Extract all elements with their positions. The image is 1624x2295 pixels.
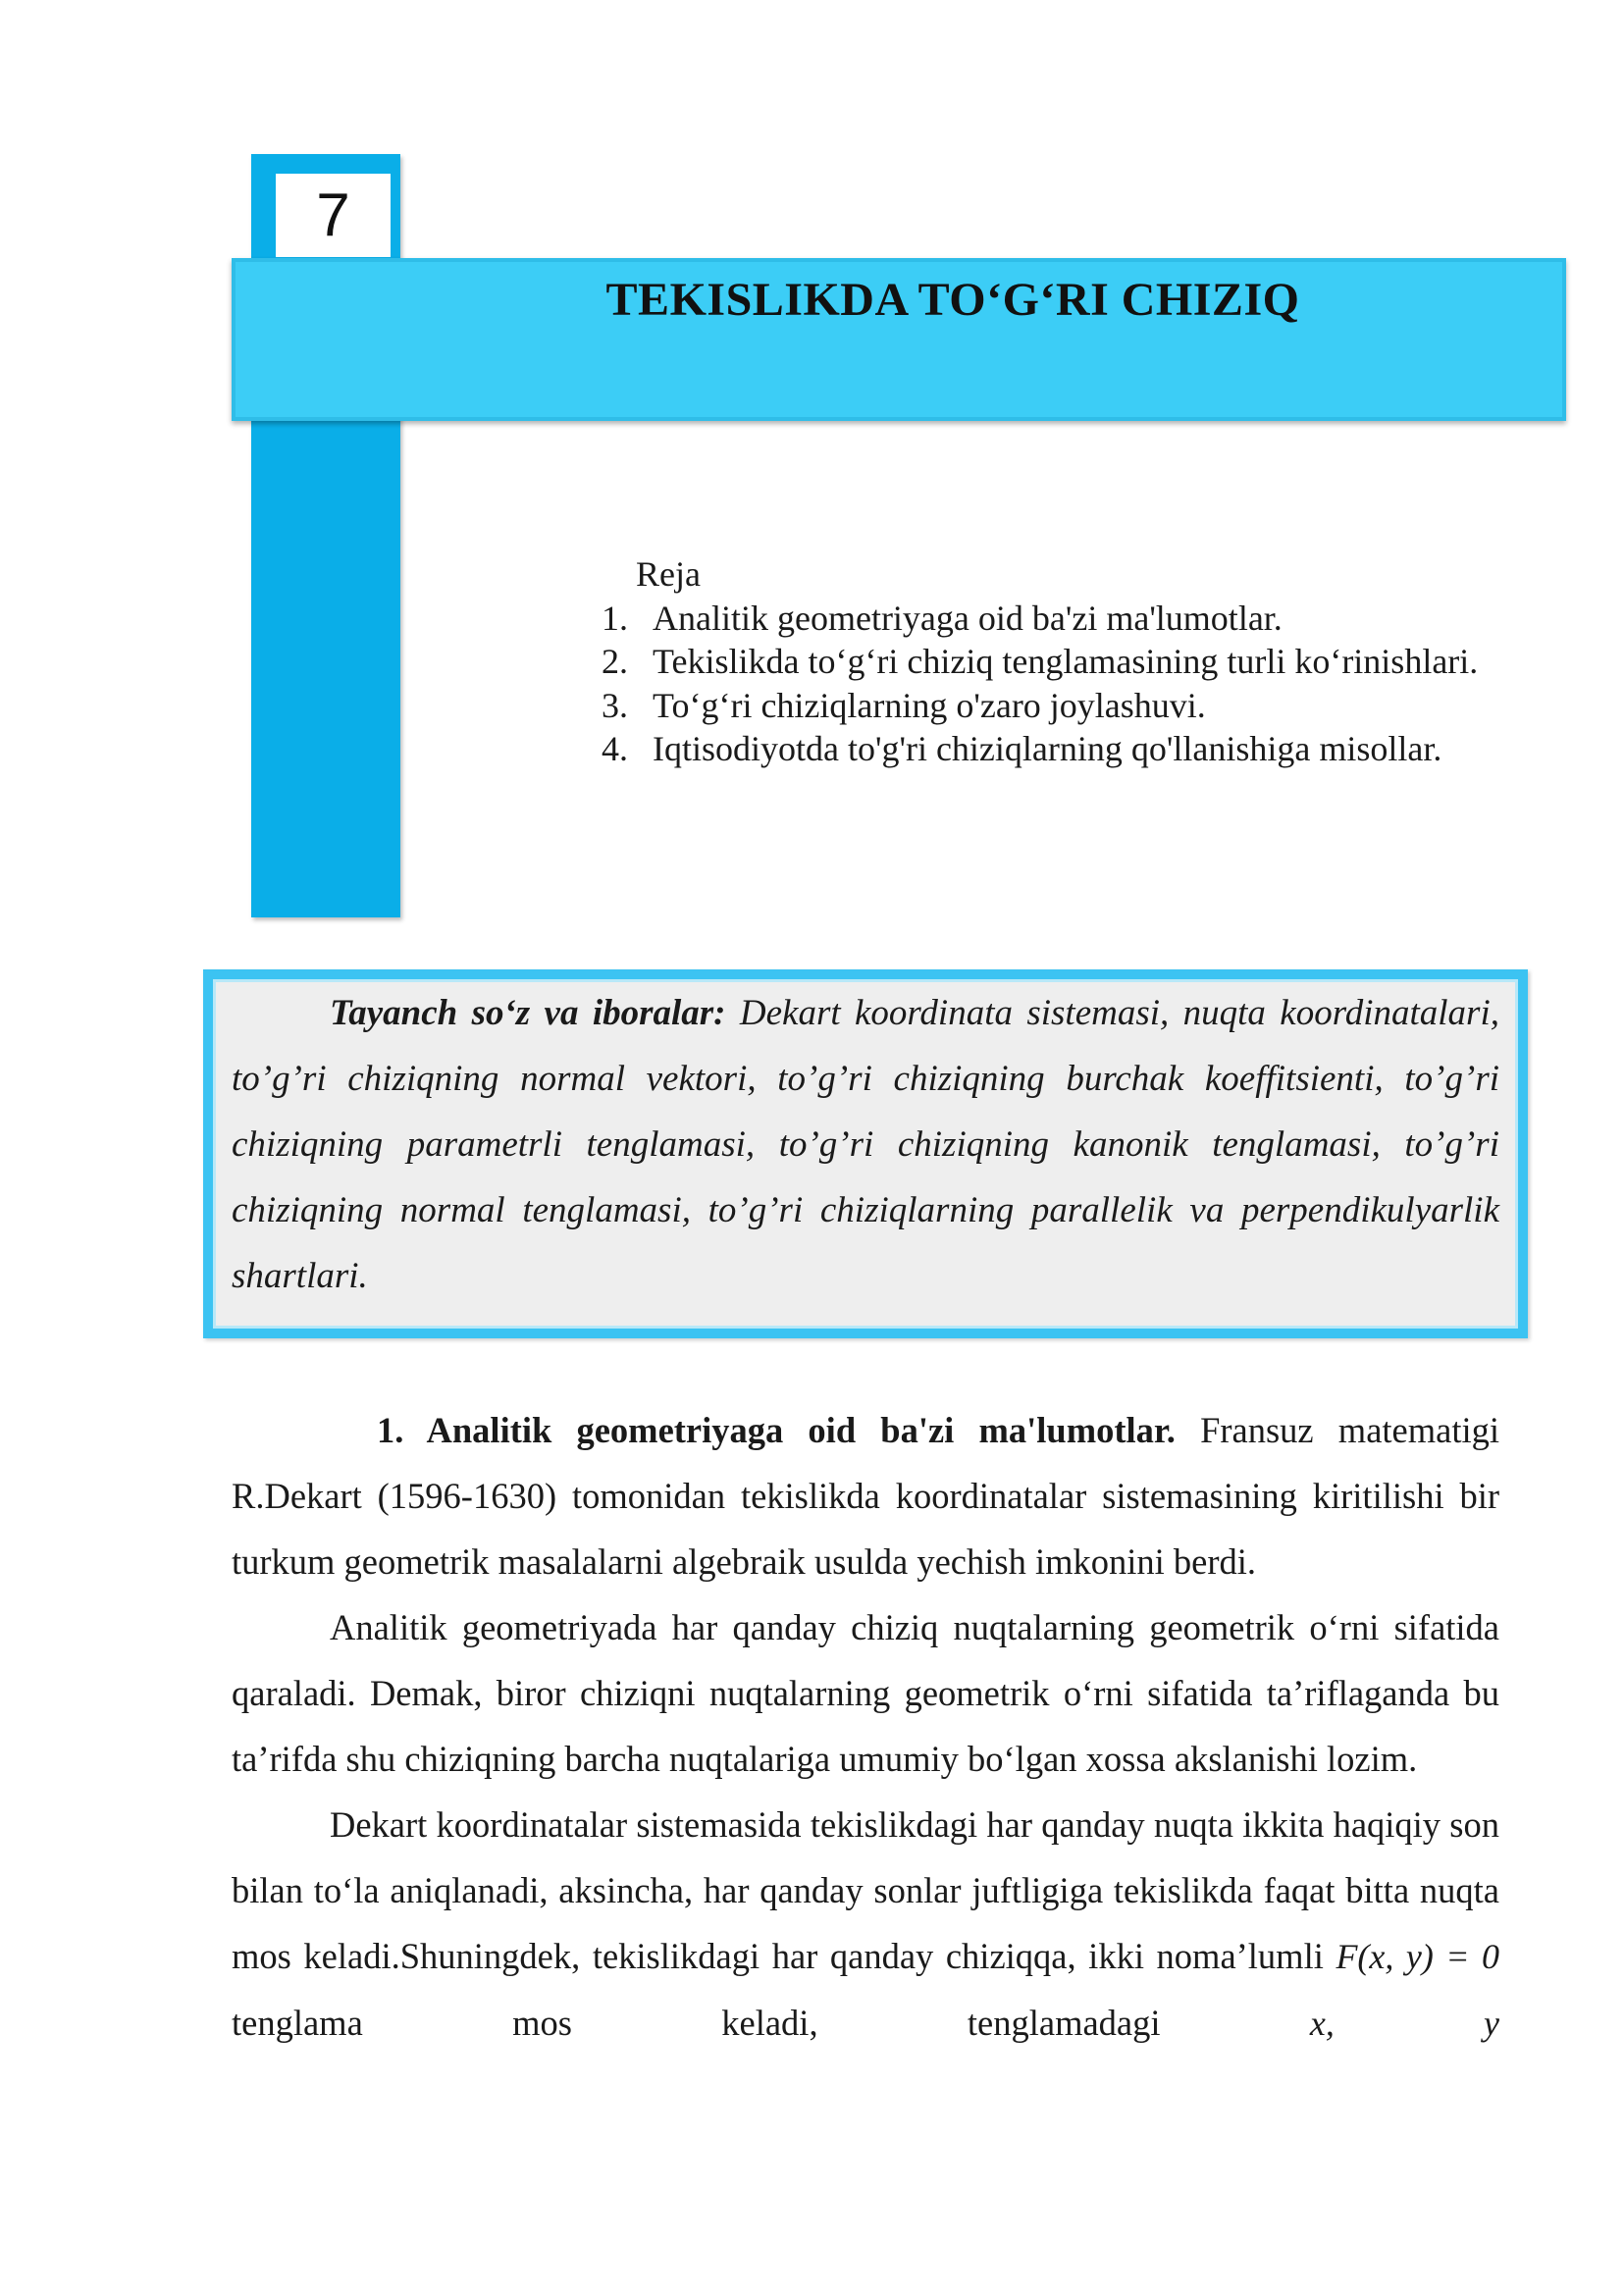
chapter-title: TEKISLIKDA TO‘G‘RI CHIZIQ: [605, 274, 1300, 326]
keywords-list: Dekart koordinata sistemasi, nuqta koordinatalari, to’g’ri chiziqning normal vektori, to’g’ri chiziqning burchak koeffitsienti, to’g’ri chiziqning parametrli tenglamasi, to’g’ri chiziqning kanonik tenglamasi, to’g’ri chiziqning normal tenglamasi, to’g’ri chiziqlarning parallelik va perpendikulyarlik shartlari.: [232, 993, 1499, 1296]
plan-item-text: Iqtisodiyotda to'g'ri chiziqlarning qo'llanishiga misollar.: [653, 729, 1442, 768]
plan-item-text: Tekislikda to‘g‘ri chiziq tenglamasining turli ko‘rinishlari.: [653, 642, 1479, 681]
paragraph-1-text: Fransuz matematigi R.Dekart (1596-1630) tomonidan tekislikda koordinatalar sistemasining kiritilishi bir turkum geometrik masalalarni algebraik usulda yechish imkonini berdi.: [232, 1410, 1499, 1582]
formula: F(x, y) = 0: [1336, 1937, 1500, 1976]
paragraph-3-tail: tenglama mos keladi, tenglamadagi: [232, 2003, 1161, 2043]
keywords-label: Tayanch so‘z va iboralar:: [330, 993, 726, 1033]
paragraph-1: [232, 1397, 1499, 1594]
plan-list: [602, 597, 1509, 771]
chapter-number: 7: [276, 174, 391, 257]
paragraph-2: Analitik geometriyada har qanday chiziq nuqtalarning geometrik o‘rni sifatida qaraladi. Demak, biror chiziqni nuqtalarning geometrik o‘rni sifatida ta’riflaganda bu ta’rifda shu chiziqning barcha nuqtalariga umumiy bo‘lgan xossa akslanishi lozim.: [232, 1607, 1499, 1779]
keywords-text: [232, 980, 1499, 1309]
plan-title: Reja: [636, 554, 701, 594]
plan-item-number: 2.: [602, 642, 628, 681]
body-text: [232, 1397, 1499, 2057]
plan-item: [602, 684, 1509, 728]
plan-item-text: Analitik geometriyaga oid ba'zi ma'lumotlar.: [653, 598, 1283, 638]
plan-item: [602, 597, 1509, 641]
plan-section: [602, 552, 1509, 771]
plan-item-number: 1.: [602, 598, 628, 638]
plan-item-text: To‘g‘ri chiziqlarning o'zaro joylashuvi.: [653, 685, 1206, 725]
paragraph-3-text: Dekart koordinatalar sistemasida tekislikdagi har qanday nuqta ikkita haqiqiy son bilan to‘la aniqlanadi, aksincha, har qanday sonlar juftligiga tekislikda faqat bitta nuqta mos keladi.Shuningdek, tekislikdagi har qanday chiziqqa, ikki: [232, 1804, 1499, 1976]
paragraph-3-word: noma’lumli: [1156, 1936, 1324, 1976]
plan-item: [602, 727, 1509, 771]
plan-item: [602, 640, 1509, 684]
formula-variables: x, y: [1309, 2004, 1499, 2043]
plan-item-number: 3.: [602, 685, 628, 725]
plan-item-number: 4.: [602, 729, 628, 768]
section-heading: 1. Analitik geometriyaga oid ba'zi ma'lumotlar.: [377, 1410, 1176, 1450]
paragraph-3: [232, 1792, 1499, 2057]
